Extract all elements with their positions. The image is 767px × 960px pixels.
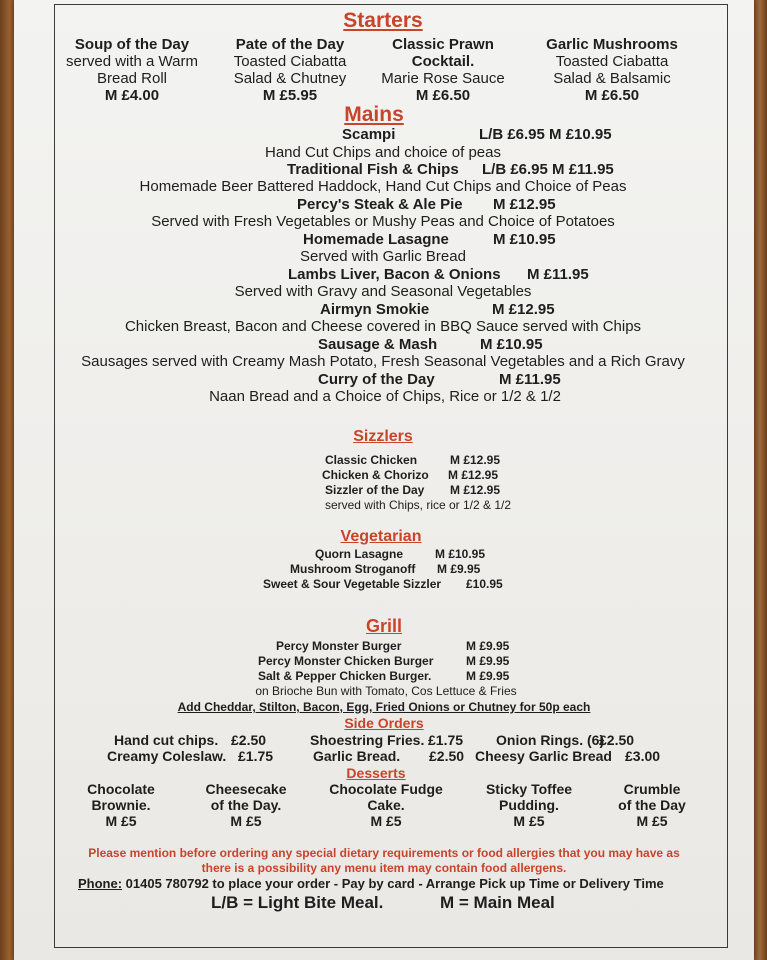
desserts-heading: Desserts [346, 765, 406, 781]
grill-item-name: Salt & Pepper Chicken Burger. [258, 669, 432, 683]
starter-title: Classic Prawn [392, 36, 494, 53]
sizzler-item-name: Sizzler of the Day [325, 483, 425, 497]
side-item-name: Hand cut chips. [114, 732, 219, 748]
main-item-name: Scampi [342, 126, 396, 143]
dessert-item [618, 781, 686, 829]
starter-item [66, 36, 198, 104]
grill-item-name: Percy Monster Chicken Burger [258, 654, 434, 668]
sizzlers-heading: Sizzlers [353, 428, 413, 445]
dessert-title: of the Day. [210, 797, 282, 813]
main-item-name: Homemade Lasagne [303, 231, 449, 248]
phone-line [78, 876, 664, 891]
sizzler-item-name: Chicken & Chorizo [322, 468, 429, 482]
sizzler-item-price: M £12.95 [450, 483, 501, 497]
dessert-title: Brownie. [91, 797, 151, 813]
dessert-title: Cheesecake [205, 781, 287, 797]
vegetarian-item-name: Quorn Lasagne [315, 547, 404, 561]
sizzler-note: served with Chips, rice or 1/2 & 1/2 [324, 498, 512, 512]
grill-item-price: M £9.95 [466, 654, 510, 668]
dessert-item [87, 781, 155, 829]
dessert-title: Cake. [367, 797, 405, 813]
vegetarian-item-price: M £10.95 [435, 547, 486, 561]
grill-item-price: M £9.95 [466, 669, 510, 683]
starter-desc: Salad & Chutney [233, 70, 347, 87]
side-item-name: Onion Rings. (6) [496, 732, 605, 748]
dessert-price: M £5 [513, 813, 545, 829]
sizzler-item-price: M £12.95 [450, 453, 501, 467]
starter-desc: Bread Roll [96, 70, 168, 87]
starter-desc: Toasted Ciabatta [555, 53, 669, 70]
side-item-price: £2.50 [429, 748, 465, 764]
main-item-desc: Served with Fresh Vegetables or Mushy Peas and Choice of Potatoes [151, 213, 615, 230]
main-item-desc: Chicken Breast, Bacon and Cheese covered in BBQ Sauce served with Chips [124, 318, 642, 335]
sizzler-item-name: Classic Chicken [325, 453, 418, 467]
side-item-name: Shoestring Fries. [310, 732, 425, 748]
starter-price: M £6.50 [584, 87, 640, 104]
main-item-price: M £11.95 [527, 266, 589, 283]
main-item-price: M £11.95 [499, 371, 561, 388]
grill-addons: Add Cheddar, Stilton, Bacon, Egg, Fried Onions or Chutney for 50p each [177, 700, 591, 714]
side-item-price: £1.75 [428, 732, 464, 748]
main-item-name: Lambs Liver, Bacon & Onions [288, 266, 501, 283]
main-item-desc: Served with Gravy and Seasonal Vegetables [234, 283, 532, 300]
vegetarian-item-name: Sweet & Sour Vegetable Sizzler [263, 577, 442, 591]
main-item-name: Airmyn Smokie [320, 301, 430, 318]
dessert-title: Crumble [623, 781, 681, 797]
side-item-name: Cheesy Garlic Bread [475, 748, 612, 764]
starter-desc: served with a Warm [66, 53, 198, 70]
starter-title: Garlic Mushrooms [546, 36, 678, 53]
main-item-desc: Sausages served with Creamy Mash Potato, Fresh Seasonal Vegetables and a Rich Gravy [81, 353, 685, 370]
main-item-price: L/B £6.95 M £10.95 [479, 126, 612, 143]
side-item-name: Garlic Bread. [313, 748, 401, 764]
main-item-price: M £10.95 [493, 231, 556, 248]
main-item-desc: Naan Bread and a Choice of Chips, Rice or 1/2 & 1/2 [209, 388, 561, 405]
dessert-price: M £5 [370, 813, 402, 829]
starter-title: Pate of the Day [235, 36, 345, 53]
grill-note: on Brioche Bun with Tomato, Cos Lettuce & Fries [255, 684, 517, 698]
main-item-name: Sausage & Mash [318, 336, 438, 353]
sides-heading: Side Orders [344, 715, 424, 731]
starter-title: Cocktail. [411, 53, 475, 70]
vegetarian-item-price: M £9.95 [437, 562, 481, 576]
grill-heading: Grill [365, 616, 403, 636]
main-item-desc: Homemade Beer Battered Haddock, Hand Cut Chips and Choice of Peas [139, 178, 627, 195]
mains-heading: Mains [344, 103, 404, 126]
legend-light-bite: L/B = Light Bite Meal. [211, 893, 384, 912]
starter-price: M £4.00 [104, 87, 160, 104]
grill-item-name: Percy Monster Burger [276, 639, 402, 653]
side-item-name: Creamy Coleslaw. [107, 748, 227, 764]
starter-item [234, 36, 347, 104]
dessert-price: M £5 [636, 813, 668, 829]
main-item-price: M £10.95 [480, 336, 543, 353]
dessert-title: Chocolate [87, 781, 155, 797]
vegetarian-item-name: Mushroom Stroganoff [290, 562, 416, 576]
wood-background-right [753, 0, 767, 960]
main-item-price: M £12.95 [493, 196, 556, 213]
dessert-title: of the Day [618, 797, 686, 813]
starter-desc: Toasted Ciabatta [233, 53, 347, 70]
main-item-desc: Hand Cut Chips and choice of peas [265, 144, 501, 161]
main-item-name: Percy's Steak & Ale Pie [297, 196, 463, 213]
starter-item [546, 36, 678, 104]
side-item-price: £1.75 [238, 748, 274, 764]
dessert-title: Sticky Toffee [485, 781, 573, 797]
dessert-item [486, 781, 572, 829]
vegetarian-heading: Vegetarian [340, 528, 422, 545]
side-item-price: £3.00 [625, 748, 661, 764]
phone-text: 01405 780792 to place your order - Pay by card - Arrange Pick up Time or Delivery Time [122, 876, 664, 891]
starter-price: M £6.50 [415, 87, 471, 104]
phone-label: Phone: [78, 876, 123, 891]
dessert-item [329, 781, 443, 829]
starter-desc: Salad & Balsamic [553, 70, 671, 87]
allergy-notice-line2: there is a possibility any menu item may contain food allergens. [201, 861, 567, 875]
starter-item [381, 36, 504, 104]
dessert-item [206, 781, 287, 829]
legend-main-meal: M = Main Meal [440, 893, 555, 912]
dessert-price: M £5 [230, 813, 262, 829]
vegetarian-item-price: £10.95 [466, 577, 503, 591]
dessert-title: Chocolate Fudge [329, 781, 443, 797]
main-item-price: M £12.95 [492, 301, 555, 318]
main-item-desc: Served with Garlic Bread [300, 248, 466, 265]
starter-title: Soup of the Day [74, 36, 190, 53]
main-item-price: L/B £6.95 M £11.95 [482, 161, 614, 178]
sizzler-item-price: M £12.95 [448, 468, 499, 482]
dessert-title: Pudding. [499, 797, 559, 813]
main-item-name: Curry of the Day [318, 371, 435, 388]
starter-price: M £5.95 [262, 87, 318, 104]
grill-item-price: M £9.95 [466, 639, 510, 653]
side-item-price: £2.50 [231, 732, 267, 748]
starter-desc: Marie Rose Sauce [381, 70, 505, 87]
dessert-price: M £5 [105, 813, 137, 829]
main-item-name: Traditional Fish & Chips [287, 161, 459, 178]
allergy-notice-line1: Please mention before ordering any special dietary requirements or food allergies that you may have as [88, 846, 680, 860]
starters-heading: Starters [343, 9, 423, 32]
side-item-price: £2.50 [599, 732, 635, 748]
